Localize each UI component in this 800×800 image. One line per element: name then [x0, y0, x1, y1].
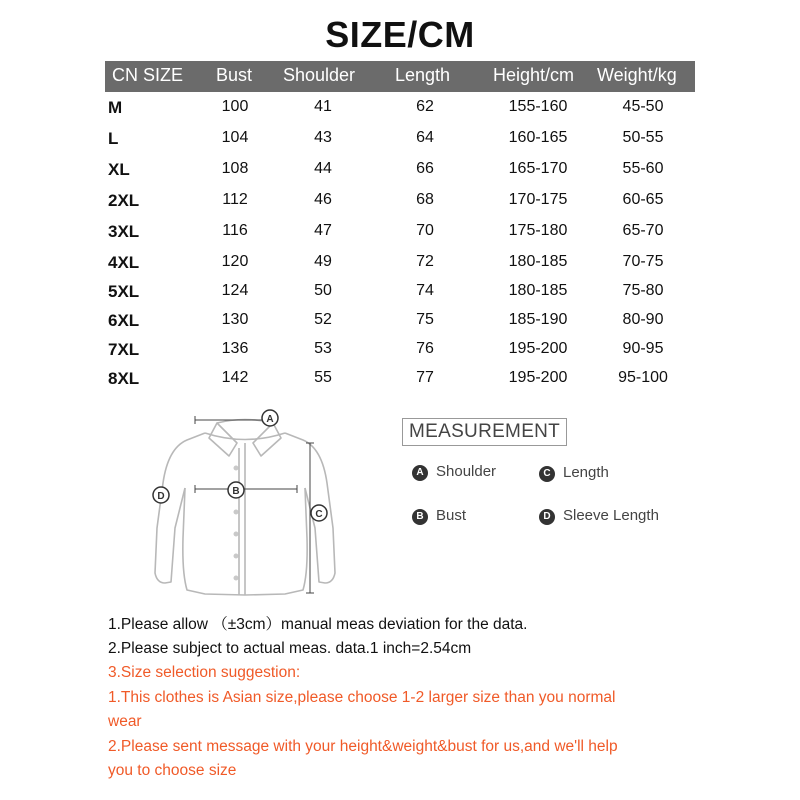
- length-cell: 72: [416, 253, 434, 270]
- bust-cell: 116: [222, 222, 248, 239]
- svg-text:A: A: [266, 414, 274, 425]
- weight-cell: 50-55: [622, 129, 664, 146]
- table-row: [0, 311, 800, 340]
- table-row: [0, 340, 800, 369]
- table-row: [0, 222, 800, 251]
- shoulder-cell: 52: [314, 311, 332, 328]
- table-row: [0, 282, 800, 311]
- svg-text:D: D: [157, 491, 165, 502]
- note-send-message: 2.Please sent message with your height&weight&bust for us,and we'll help: [108, 738, 618, 755]
- shoulder-cell: 50: [314, 282, 332, 299]
- height-cell: 170-175: [508, 191, 568, 208]
- bust-cell: 100: [221, 98, 249, 115]
- height-cell: 180-185: [508, 253, 568, 270]
- bust-cell: 142: [221, 369, 249, 386]
- length-cell: 75: [416, 311, 434, 328]
- size-cell: 5XL: [108, 282, 140, 301]
- length-cell: 77: [416, 369, 434, 386]
- shoulder-cell: 41: [314, 98, 332, 115]
- weight-cell: 95-100: [618, 369, 668, 386]
- size-cell: M: [108, 98, 123, 117]
- bust-cell: 112: [222, 191, 248, 208]
- shoulder-cell: 44: [314, 160, 332, 177]
- svg-text:C: C: [315, 509, 323, 520]
- height-cell: 185-190: [508, 311, 568, 328]
- shoulder-cell: 49: [314, 253, 332, 270]
- table-row: [0, 191, 800, 220]
- marker-a-icon: [262, 410, 278, 426]
- size-cell: 4XL: [108, 253, 140, 272]
- length-cell: 76: [416, 340, 434, 357]
- size-cell: 2XL: [108, 191, 140, 210]
- legend-bust: [412, 507, 466, 525]
- size-cell: 3XL: [108, 222, 140, 241]
- size-cell: 8XL: [108, 369, 140, 388]
- legend-label: Bust: [436, 507, 467, 524]
- header-length: Length: [395, 65, 451, 85]
- height-cell: 195-200: [508, 369, 568, 386]
- weight-cell: 60-65: [622, 191, 664, 208]
- header-cn-size: CN SIZE: [112, 65, 184, 85]
- measurement-title: MEASUREMENT: [402, 418, 567, 446]
- length-cell: 70: [416, 222, 434, 239]
- table-row: [0, 253, 800, 282]
- table-row: [0, 98, 800, 127]
- height-cell: 165-170: [508, 160, 568, 177]
- weight-cell: 45-50: [622, 98, 664, 115]
- shoulder-cell: 55: [314, 369, 332, 386]
- bust-cell: 136: [221, 340, 249, 357]
- size-cell: 6XL: [108, 311, 140, 330]
- weight-cell: 55-60: [622, 160, 664, 177]
- shoulder-cell: 46: [314, 191, 332, 208]
- legend-length: [539, 464, 609, 482]
- legend-label: Length: [563, 464, 609, 481]
- note-deviation: 1.Please allow （±3cm）manual meas deviation for the data.: [108, 616, 528, 633]
- table-header: [105, 61, 695, 92]
- marker-c-icon: C: [539, 466, 555, 482]
- header-height: Height/cm: [493, 65, 575, 85]
- marker-c-icon: [311, 505, 327, 521]
- height-cell: 155-160: [508, 98, 568, 115]
- length-cell: 66: [416, 160, 434, 177]
- bust-cell: 130: [221, 311, 249, 328]
- note-asian-size: 1.This clothes is Asian size,please choose 1-2 larger size than you normal: [108, 689, 616, 706]
- weight-cell: 75-80: [622, 282, 664, 299]
- weight-cell: 70-75: [622, 253, 664, 270]
- legend-sleeve-length: [539, 507, 659, 525]
- height-cell: 180-185: [508, 282, 568, 299]
- height-cell: 175-180: [508, 222, 568, 239]
- length-cell: 62: [416, 98, 434, 115]
- marker-b-icon: [228, 482, 244, 498]
- height-cell: 160-165: [508, 129, 568, 146]
- marker-b-icon: B: [412, 509, 428, 525]
- table-row: [0, 160, 800, 189]
- shoulder-cell: 43: [314, 129, 332, 146]
- note-suggestion-heading: 3.Size selection suggestion:: [108, 664, 301, 681]
- page-title: SIZE/CM: [325, 14, 475, 55]
- size-cell: 7XL: [108, 340, 140, 359]
- header-weight: Weight/kg: [597, 65, 677, 85]
- weight-cell: 65-70: [622, 222, 664, 239]
- note-send-message-cont: you to choose size: [108, 762, 237, 779]
- length-cell: 74: [416, 282, 434, 299]
- note-asian-size-cont: wear: [108, 713, 142, 730]
- bust-cell: 104: [221, 129, 249, 146]
- shirt-diagram: [135, 398, 350, 608]
- header-shoulder: Shoulder: [283, 65, 356, 85]
- shoulder-cell: 53: [314, 340, 332, 357]
- size-cell: L: [108, 129, 119, 148]
- bust-cell: 108: [221, 160, 249, 177]
- marker-d-icon: [153, 487, 169, 503]
- shoulder-cell: 47: [314, 222, 332, 239]
- header-bust: Bust: [216, 65, 253, 85]
- legend-label: Shoulder: [436, 463, 497, 480]
- marker-a-icon: A: [412, 465, 428, 481]
- weight-cell: 80-90: [622, 311, 664, 328]
- legend-label: Sleeve Length: [563, 507, 659, 524]
- table-row: [0, 369, 800, 398]
- svg-text:B: B: [232, 486, 240, 497]
- note-actual-meas: 2.Please subject to actual meas. data.1 inch=2.54cm: [108, 640, 472, 657]
- bust-cell: 124: [221, 282, 249, 299]
- table-row: [0, 129, 800, 158]
- legend-shoulder: [412, 463, 496, 481]
- weight-cell: 90-95: [622, 340, 664, 357]
- marker-d-icon: D: [539, 509, 555, 525]
- length-cell: 64: [416, 129, 434, 146]
- bust-cell: 120: [221, 253, 249, 270]
- length-cell: 68: [416, 191, 434, 208]
- height-cell: 195-200: [508, 340, 568, 357]
- size-cell: XL: [108, 160, 130, 179]
